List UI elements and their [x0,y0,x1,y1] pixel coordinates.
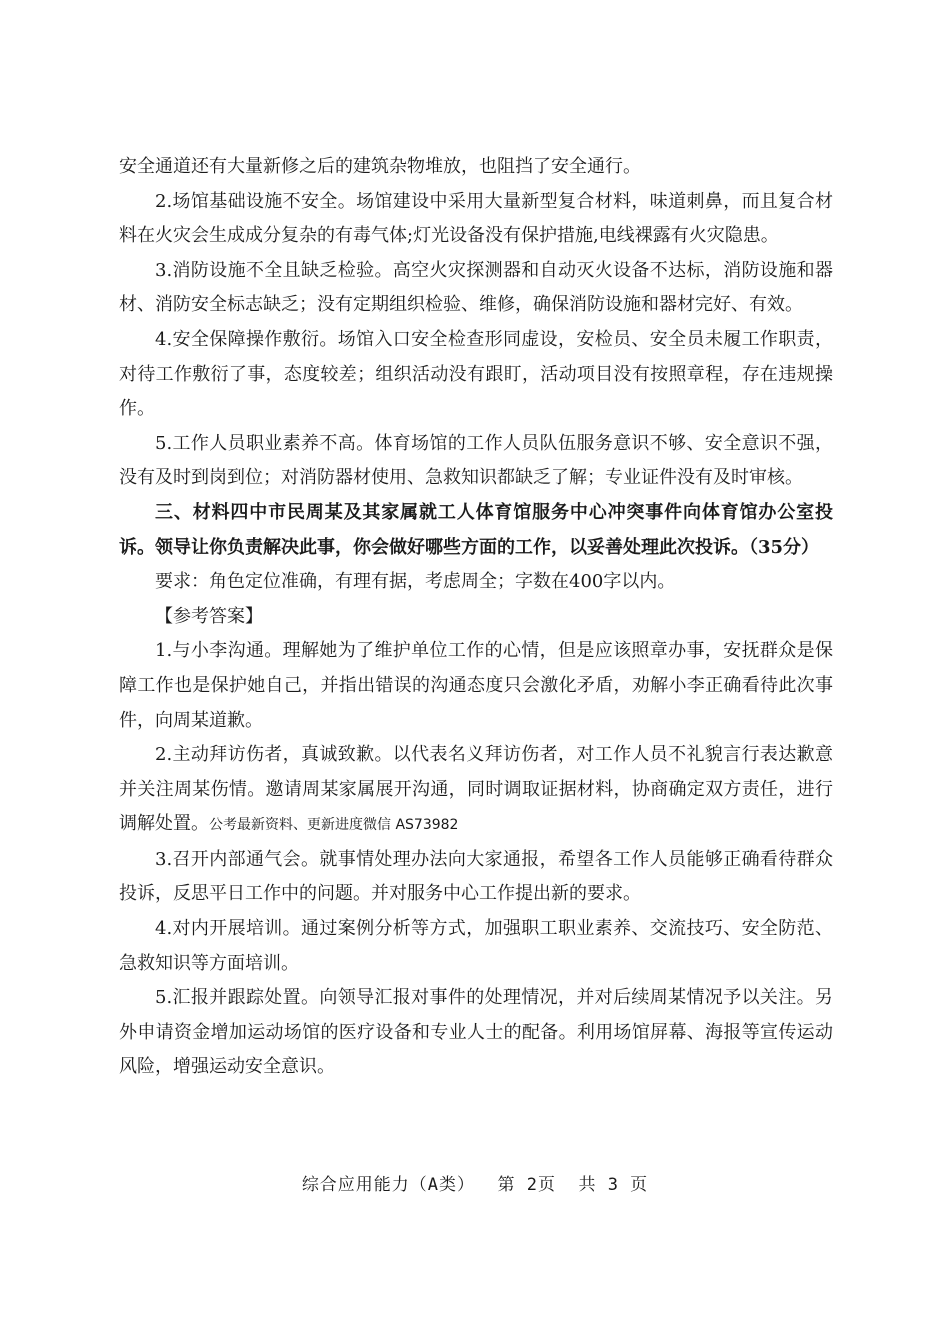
requirement-text: 要求：角色定位准确，有理有据，考虑周全；字数在400字以内。 [155,571,676,593]
paragraph-item-4: 4.安全保障操作敷衍。场馆入口安全检查形同虚设，安检员、安全员未履工作职责，对待工作敷衍了事，态度较差；组织活动没有跟盯，活动项目没有按照章程，存在违规操作。 [119,328,833,420]
paragraph-continuation: 安全通道还有大量新修之后的建筑杂物堆放，也阻挡了安全通行。 [119,156,641,177]
answer-item-2 [119,738,833,843]
answer-item-1: 1.与小李沟通。理解她为了维护单位工作的心情，但是应该照章办事，安抚群众是保障工作也是保护她自己，并指出错误的沟通态度只会激化矛盾，劝解小李正确看待此次事件，向周某道歉。 [119,640,833,731]
answer-item-5: 5.汇报并跟踪处置。向领导汇报对事件的处理情况，并对后续周某情况予以关注。另外申请资金增加运动场馆的医疗设备和专业人士的配备。利用场馆屏幕、海报等宣传运动风险，增强运动安全意识。 [119,987,833,1078]
question-heading: 三、材料四中市民周某及其家属就工人体育馆服务中心冲突事件向体育馆办公室投诉。领导让你负责解决此事，你会做好哪些方面的工作，以妥善处理此次投诉。（35分） [119,501,833,558]
paragraph-item-3: 3.消防设施不全且缺乏检验。高空火灾探测器和自动灭火设备不达标，消防设施和器材、消防安全标志缺乏；没有定期组织检验、维修，确保消防设施和器材完好、有效。 [119,259,833,316]
inline-note: 公考最新资料、更新进度微信 AS73982 [209,817,459,834]
paragraph-item-2: 2.场馆基础设施不安全。场馆建设中采用大量新型复合材料，味道刺鼻，而且复合材料在火灾会生成成分复杂的有毒气体;灯光设备没有保护措施,电线裸露有火灾隐患。 [119,190,833,247]
answer-item-4: 4.对内开展培训。通过案例分析等方式，加强职工职业素养、交流技巧、安全防范、急救知识等方面培训。 [119,918,833,974]
answer-item-3: 3.召开内部通气会。就事情处理办法向大家通报，希望各工作人员能够正确看待群众投诉，反思平日工作中的问题。并对服务中心工作提出新的要求。 [119,848,833,905]
page-footer: 综合应用能力（A类） 第 2页 共 3 页 [301,1175,649,1195]
answer-heading: 【参考答案】 [155,605,263,627]
paragraph-item-5: 5.工作人员职业素养不高。体育场馆的工作人员队伍服务意识不够、安全意识不强，没有及时到岗到位；对消防器材使用、急救知识都缺乏了解；专业证件没有及时审核。 [119,432,833,489]
answer-item-2-text: 2.主动拜访伤者，真诚致歉。以代表名义拜访伤者，对工作人员不礼貌言行表达歉意并关注周某伤情。邀请周某家属展开沟通，同时调取证据材料，协商确定双方责任，进行调解处置。 [119,744,833,835]
document-body [119,150,833,1085]
